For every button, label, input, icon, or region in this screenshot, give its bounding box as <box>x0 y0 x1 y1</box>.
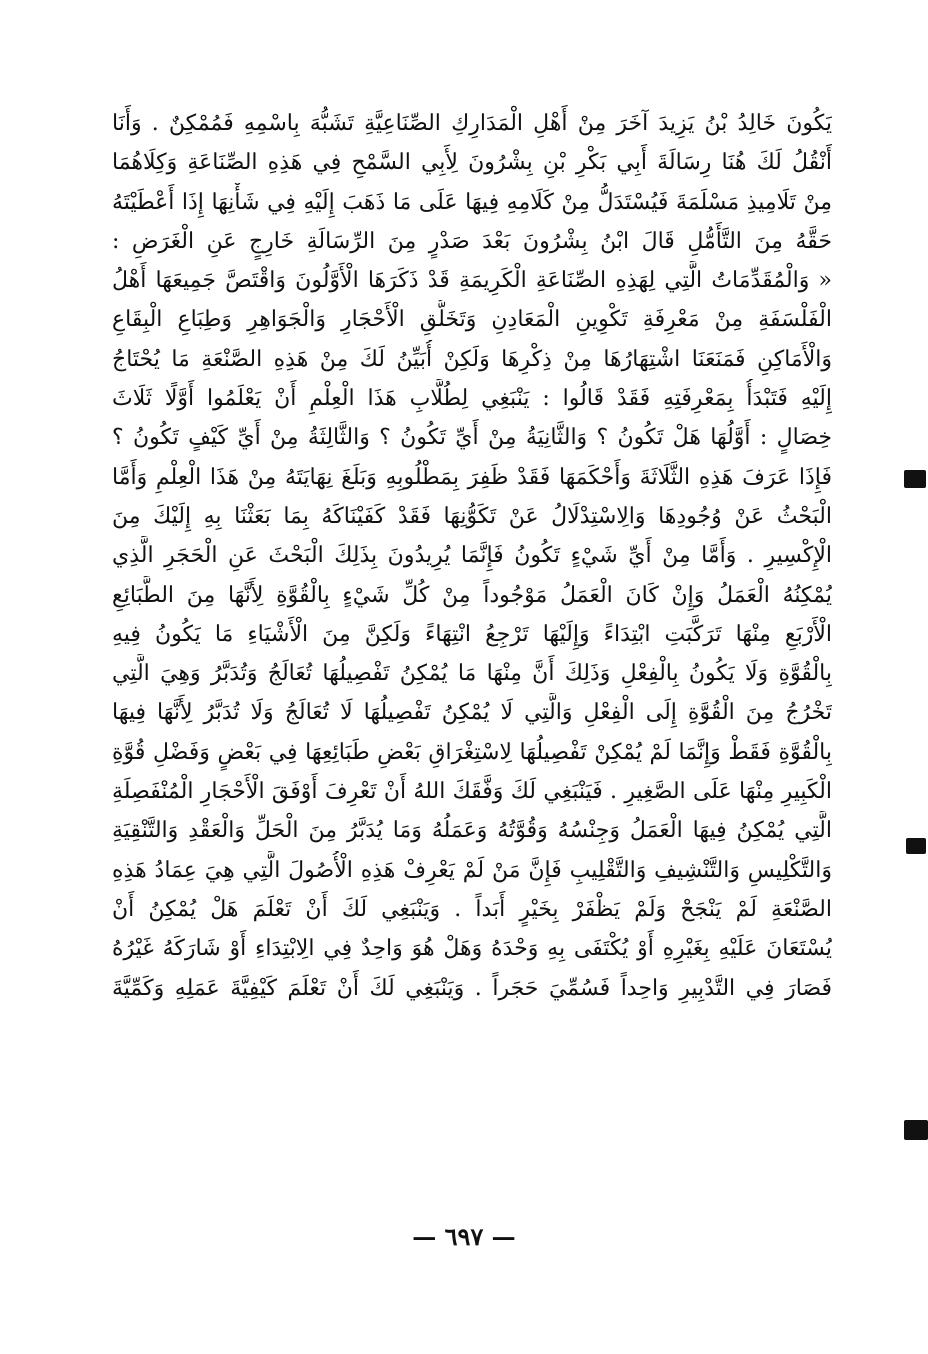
text-line: وَالْأَمَاكِنِ فَمَنَعَنَا اشْتِهَارُهَا مِنْ ذِكْرِهَا وَلَكِنْ أُبَيِّنُ لَكَ مِنْ هَذِهِ الصَّنْعَةِ مَا يُحْتَاجُ <box>112 346 832 372</box>
text-line: إِلَيْهِ فَتَبْدَأُ بِمَعْرِفَتِهِ فَقَدْ قَالُوا : يَنْبَغِي لِطُلَّابِ هَذَا الْعِلْمِ أَنْ يَعْلَمُوا أَوَّلًا ثَلَاثَ <box>112 386 832 412</box>
text-line: خِصَالٍ : أَوَّلُهَا هَلْ تَكُونُ ؟ وَالثَّانِيَةُ مِنْ أَيِّ تَكُونُ ؟ وَالثَّالِثَةُ مِنْ أَيِّ كَيْفٍ تَكُونُ ؟ <box>112 425 832 451</box>
text-line: أَنْقُلُ لَكَ هُنَا رِسَالَةَ أَبِي بَكْرِ بْنِ بِشْرُونَ لِأَبِي السَّمْحِ فِي هَذِهِ الصِّنَاعَةِ وَكِلَاهُمَا <box>112 150 832 176</box>
text-line: مِنْ تَلَامِيذِ مَسْلَمَةَ فَيُسْتَدَلُّ مِنْ كَلَامِهِ فِيهَا عَلَى مَا ذَهَبَ إِلَيْهِ فِي شَأْنِهَا إِذَا أَعْطَيْتَهُ <box>112 189 832 215</box>
text-line: بِالْقُوَّةِ وَلَا يَكُونُ بِالْفِعْلِ وَذَلِكَ أَنَّ مِنْهَا مَا يُمْكِنُ تَفْصِيلُهَا تُعَالَجُ وَتُدَبَّرُ وَهِيَ الَّتِي <box>112 661 832 687</box>
text-line: الْإِكْسِيرِ . وَأَمَّا مِنْ أَيِّ شَيْءٍ تَكُونُ فَإِنَّمَا يُرِيدُونَ بِذَلِكَ الْبَحْثَ عَنِ الْحَجَرِ الَّذِي <box>112 543 832 569</box>
text-line: الْأَرْبَعِ مِنْهَا تَرَكَّبَتِ ابْتِدَاءً وَإِلَيْهَا تَرْجِعُ انْتِهَاءً وَلَكِنَّ مِنَ الْأَشْيَاءِ مَا يَكُونُ فِيهِ <box>112 621 832 647</box>
text-line: « وَالْمُقَدِّمَاتُ الَّتِي لِهَذِهِ الصِّنَاعَةِ الْكَرِيمَةِ قَدْ ذَكَرَهَا الْأَوَّلُونَ وَاقْتَصَّ جَمِيعَهَا أَهْلُ <box>112 268 832 294</box>
text-line: الْكَبِيرِ مِنْهَا عَلَى الصَّغِيرِ . فَيَنْبَغِي لَكَ وَفَّقَكَ اللهُ أَنْ تَعْرِفَ أَوْفَقَ الْأَحْجَارِ الْمُنْفَصِلَةِ <box>112 779 832 805</box>
margin-ink-mark <box>904 1120 928 1140</box>
text-line: تَخْرُجُ مِنَ الْقُوَّةِ إِلَى الْفِعْلِ وَالَّتِي لَا يُمْكِنُ تَفْصِيلُهَا لَا تُعَالَجُ وَلَا تُدَبَّرُ لِأَنَّهَا فِيهَا <box>112 700 832 726</box>
page-text-block <box>112 104 832 1204</box>
text-line: حَقَّهُ مِنَ التَّأَمُّلِ قَالَ ابْنُ بِشْرُونَ بَعْدَ صَدْرٍ مِنَ الرِّسَالَةِ خَارِجٍ عَنِ الْغَرَضِ : <box>112 228 832 254</box>
text-line: بِالْقُوَّةِ فَقَطْ وَإِنَّمَا لَمْ يُمْكِنْ تَفْصِيلُهَا لِاسْتِغْرَاقِ بَعْضِ طَبَائِعِهَا فِي بَعْضٍ وَفَضْلِ قُوَّةِ <box>112 739 832 765</box>
text-line: الْفَلْسَفَةِ مِنْ مَعْرِفَةِ تَكْوِينِ الْمَعَادِنِ وَتَخَلُّقِ الْأَحْجَارِ وَالْجَوَاهِرِ وَطِبَاعِ الْبِقَاعِ <box>112 307 832 333</box>
text-line: يُمْكِنُهُ الْعَمَلُ وَإِنْ كَانَ الْعَمَلُ مَوْجُوداً مِنْ كُلِّ شَيْءٍ بِالْقُوَّةِ لِأَنَّهَا مِنَ الطَّبَائِعِ <box>112 582 832 608</box>
text-line: الَّتِي يُمْكِنُ فِيهَا الْعَمَلُ وَجِنْسُهُ وَقُوَّتُهُ وَعَمَلُهُ وَمَا يُدَبَّرُ مِنَ الْحَلِّ وَالْعَقْدِ وَالتَّنْقِيَةِ <box>112 818 832 844</box>
page-number: — ٦٩٧ — <box>412 1222 516 1251</box>
text-line: الْبَحْثُ عَنْ وُجُودِهَا وَالِاسْتِدْلَالُ عَنْ تَكَوُّنِهَا فَقَدْ كَفَيْنَاكَهُ بِمَا بَعَثْنَا بِهِ إِلَيْكَ مِنَ <box>112 503 832 529</box>
margin-ink-mark <box>906 838 926 854</box>
text-line: فَإِذَا عَرَفَ هَذِهِ الثَّلَاثَةَ وَأَحْكَمَهَا فَقَدْ ظَفِرَ بِمَطْلُوبِهِ وَبَلَغَ نِهَايَتَهُ مِنْ هَذَا الْعِلْمِ وَأَمَّا <box>112 464 832 490</box>
text-line: الصَّنْعَةِ لَمْ يَنْجَحْ وَلَمْ يَظْفَرْ بِخَيْرٍ أَبَداً . وَيَنْبَغِي لَكَ أَنْ تَعْلَمَ هَلْ يُمْكِنُ أَنْ <box>112 896 832 922</box>
margin-ink-mark <box>904 470 926 488</box>
text-line: يَكُونَ خَالِدُ بْنُ يَزِيدَ آخَرَ مِنْ أَهْلِ الْمَدَارِكِ الصِّنَاعِيَّةِ تَشَبُّهَ بِاسْمِهِ فَمُمْكِنٌ . وَأَنَا <box>112 111 832 136</box>
text-line: فَصَارَ فِي التَّدْبِيرِ وَاحِداً فَسُمِّيَ حَجَراً . وَيَنْبَغِي لَكَ أَنْ تَعْلَمَ كَيْفِيَّةَ عَمَلِهِ وَكَمِّيَّةَ <box>112 975 832 1001</box>
text-line: وَالتَّكْلِيسِ وَالتَّنْشِيفِ وَالتَّقْلِيبِ فَإِنَّ مَنْ لَمْ يَعْرِفْ هَذِهِ الْأُصُولَ الَّتِي هِيَ عِمَادُ هَذِهِ <box>112 857 832 883</box>
text-line: يُسْتَعَانَ عَلَيْهِ بِغَيْرِهِ أَوْ يُكْتَفَى بِهِ وَحْدَهُ وَهَلْ هُوَ وَاحِدٌ فِي الِابْتِدَاءِ أَوْ شَارَكَهُ غَيْرُهُ <box>112 936 832 962</box>
